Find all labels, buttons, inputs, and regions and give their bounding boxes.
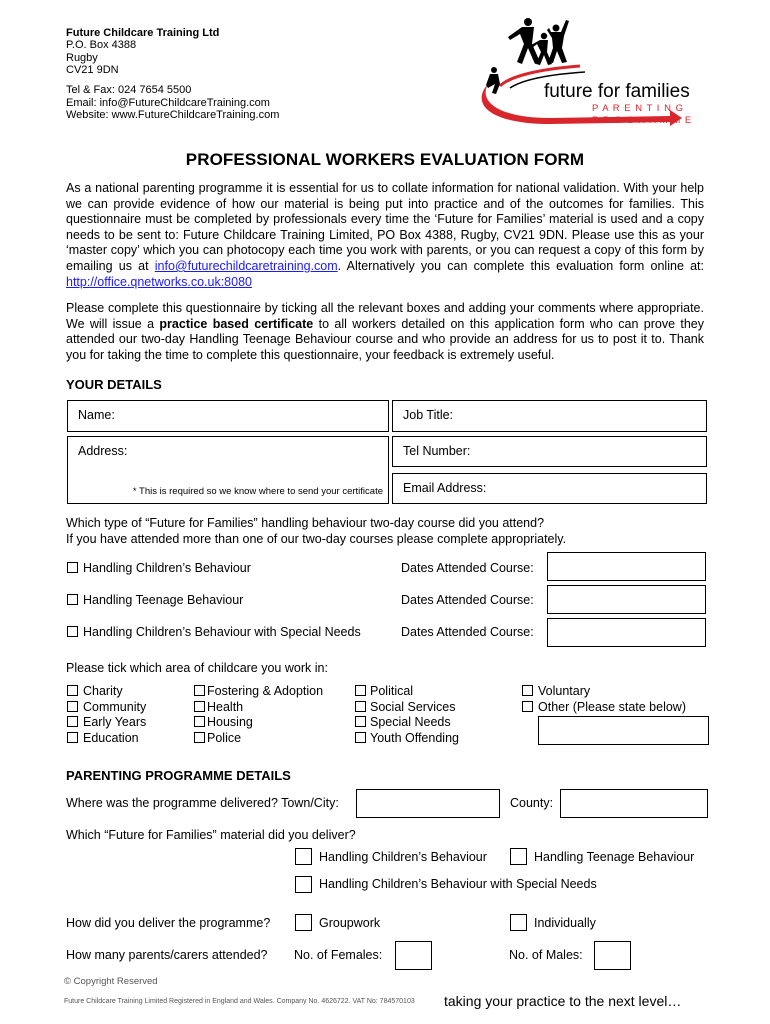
area-column-2 bbox=[194, 684, 323, 746]
material-special-needs-label: Handling Children’s Behaviour with Special Needs bbox=[319, 877, 597, 891]
attended-question: How many parents/carers attended? bbox=[66, 948, 268, 962]
females-label: No. of Females: bbox=[294, 948, 383, 962]
intro-p1-text-b: . Alternatively you can complete this evaluation form online at: bbox=[337, 258, 704, 273]
housing-checkbox[interactable] bbox=[194, 716, 205, 727]
org-address-block bbox=[66, 27, 219, 77]
area-option-education[interactable] bbox=[67, 731, 146, 747]
early-years-checkbox[interactable] bbox=[67, 716, 78, 727]
deliver-question: How did you deliver the programme? bbox=[66, 916, 271, 930]
material-question: Which “Future for Families” material did you deliver? bbox=[66, 828, 356, 842]
material-teenage-label: Handling Teenage Behaviour bbox=[534, 850, 695, 864]
name-label: Name: bbox=[78, 408, 115, 422]
dates-label-3: Dates Attended Course: bbox=[401, 625, 534, 639]
intro-paragraph-2 bbox=[66, 301, 704, 363]
address-note: * This is required so we know where to send your certificate bbox=[132, 486, 383, 497]
footer-tagline: taking your practice to the next level… bbox=[444, 993, 682, 1009]
address-field[interactable] bbox=[67, 436, 389, 504]
course-instruction: If you have attended more than one of our two-day courses please complete appropriately. bbox=[66, 532, 567, 546]
org-tel: Tel & Fax: 024 7654 5500 bbox=[66, 84, 192, 96]
dates-input-2[interactable] bbox=[547, 585, 706, 614]
tel-number-field[interactable] bbox=[392, 436, 707, 467]
males-count-input[interactable] bbox=[594, 941, 631, 970]
course-special-needs-checkbox[interactable] bbox=[67, 626, 78, 637]
males-label: No. of Males: bbox=[509, 948, 583, 962]
fostering-checkbox[interactable] bbox=[194, 685, 205, 696]
special-needs-checkbox[interactable] bbox=[355, 716, 366, 727]
copyright-text: © Copyright Reserved bbox=[64, 976, 158, 987]
community-checkbox[interactable] bbox=[67, 701, 78, 712]
housing-label: Housing bbox=[207, 715, 253, 729]
groupwork-checkbox[interactable] bbox=[295, 914, 312, 931]
material-teenage-checkbox[interactable] bbox=[510, 848, 527, 865]
other-label: Other (Please state below) bbox=[538, 699, 686, 714]
political-label: Political bbox=[370, 684, 414, 698]
email-address-field[interactable] bbox=[392, 473, 707, 504]
course-option-children[interactable] bbox=[67, 561, 251, 575]
health-label: Health bbox=[207, 699, 244, 714]
intro-p2-text-a: Please complete this questionnaire by ticking all the relevant boxes and adding your comments where appropriate. We will issue a bbox=[66, 301, 704, 331]
youth-offending-checkbox[interactable] bbox=[355, 732, 366, 743]
job-title-field[interactable] bbox=[392, 400, 707, 432]
area-option-police[interactable] bbox=[194, 731, 323, 747]
org-contact-block bbox=[66, 84, 279, 122]
job-title-label: Job Title: bbox=[403, 408, 454, 422]
area-option-early-years[interactable] bbox=[67, 715, 146, 731]
area-option-voluntary[interactable] bbox=[522, 684, 686, 700]
material-special-needs-checkbox[interactable] bbox=[295, 876, 312, 893]
page-title: PROFESSIONAL WORKERS EVALUATION FORM bbox=[185, 150, 585, 169]
future-for-families-logo bbox=[470, 14, 720, 134]
town-city-input[interactable] bbox=[356, 789, 500, 818]
area-question: Please tick which area of childcare you work in: bbox=[66, 661, 328, 675]
course-question: Which type of “Future for Families” handling behaviour two-day course did you attend? bbox=[66, 516, 545, 530]
individually-checkbox[interactable] bbox=[510, 914, 527, 931]
dates-input-3[interactable] bbox=[547, 618, 706, 647]
area-option-other[interactable] bbox=[522, 700, 686, 716]
area-option-health[interactable] bbox=[194, 700, 323, 716]
area-option-youth-offending[interactable] bbox=[355, 731, 459, 747]
charity-checkbox[interactable] bbox=[67, 685, 78, 696]
area-option-fostering[interactable] bbox=[194, 684, 323, 700]
area-option-community[interactable] bbox=[67, 700, 146, 716]
females-count-input[interactable] bbox=[395, 941, 432, 970]
other-checkbox[interactable] bbox=[522, 701, 533, 712]
intro-p1-text-a: As a national parenting programme it is essential for us to collate information for national validation. With your help we can provide evidence of how our material is being put into practice and of the outcomes for families. This questionnaire must be completed by professionals every time the ‘Future for Families’ material is used and a copy needs to be sent to: Future Childcare Training Limited, PO Box 4388, Rugby, CV21 9DN. Please use this as your ‘master copy’ which you can photocopy each time you work with parents, or you can request a copy of this form by emailing us at bbox=[66, 181, 704, 273]
political-checkbox[interactable] bbox=[355, 685, 366, 696]
org-town: Rugby bbox=[66, 51, 98, 64]
youth-offending-label: Youth Offending bbox=[370, 730, 459, 745]
org-website: Website: www.FutureChildcareTraining.com bbox=[66, 109, 280, 121]
fostering-label: Fostering & Adoption bbox=[207, 684, 324, 698]
org-postcode: CV21 9DN bbox=[66, 64, 119, 77]
area-option-charity[interactable] bbox=[67, 684, 146, 700]
county-label: County: bbox=[510, 796, 554, 810]
your-details-heading: YOUR DETAILS bbox=[66, 377, 162, 392]
dates-input-1[interactable] bbox=[547, 552, 706, 581]
programme-details-heading: PARENTING PROGRAMME DETAILS bbox=[66, 768, 291, 783]
individually-label: Individually bbox=[534, 916, 596, 930]
area-option-political[interactable] bbox=[355, 684, 459, 700]
voluntary-label: Voluntary bbox=[538, 684, 591, 698]
social-services-checkbox[interactable] bbox=[355, 701, 366, 712]
course-option-special-needs[interactable] bbox=[67, 625, 361, 639]
area-column-3 bbox=[355, 684, 459, 746]
early-years-label: Early Years bbox=[83, 715, 147, 729]
groupwork-label: Groupwork bbox=[319, 916, 381, 930]
dates-label-2: Dates Attended Course: bbox=[401, 593, 534, 607]
area-option-social-services[interactable] bbox=[355, 700, 459, 716]
other-area-input[interactable] bbox=[538, 716, 709, 745]
area-option-housing[interactable] bbox=[194, 715, 323, 731]
county-input[interactable] bbox=[560, 789, 708, 818]
tel-number-label: Tel Number: bbox=[403, 444, 471, 458]
course-teenage-label: Handling Teenage Behaviour bbox=[83, 593, 244, 607]
material-children-label: Handling Children’s Behaviour bbox=[319, 850, 487, 864]
address-label: Address: bbox=[78, 444, 128, 458]
area-column-4 bbox=[522, 684, 686, 715]
area-option-special-needs[interactable] bbox=[355, 715, 459, 731]
town-city-label: Where was the programme delivered? Town/City: bbox=[66, 796, 339, 810]
certificate-emphasis: practice based certificate bbox=[159, 316, 314, 331]
org-name: Future Childcare Training Ltd bbox=[66, 27, 220, 39]
course-children-checkbox[interactable] bbox=[67, 562, 78, 573]
intro-p2-text-b: to all workers detailed on this application form who can prove they attended our two-day Handling Teenage Behaviour course and who provide an address for us to post it to. Thank you for taking the time to complete this questionnaire, your feedback is extremely useful. bbox=[66, 316, 704, 362]
education-label: Education bbox=[83, 730, 139, 745]
social-services-label: Social Services bbox=[370, 699, 456, 714]
community-label: Community bbox=[83, 699, 147, 714]
logo-sub-text-2: P R O G R A M M E bbox=[592, 115, 693, 126]
health-checkbox[interactable] bbox=[194, 701, 205, 712]
police-checkbox[interactable] bbox=[194, 732, 205, 743]
course-teenage-checkbox[interactable] bbox=[67, 594, 78, 605]
online-form-link[interactable]: http://office.qnetworks.co.uk:8080 bbox=[66, 274, 252, 289]
org-email: Email: info@FutureChildcareTraining.com bbox=[66, 96, 270, 109]
name-field[interactable] bbox=[67, 400, 389, 432]
logo-sub-text-1: P A R E N T I N G bbox=[592, 103, 684, 114]
org-po-box: P.O. Box 4388 bbox=[66, 39, 137, 52]
education-checkbox[interactable] bbox=[67, 732, 78, 743]
course-children-label: Handling Children’s Behaviour bbox=[83, 561, 251, 575]
course-special-needs-label: Handling Children’s Behaviour with Special Needs bbox=[83, 625, 361, 639]
intro-paragraph-1 bbox=[66, 181, 704, 290]
course-option-teenage[interactable] bbox=[67, 593, 243, 607]
voluntary-checkbox[interactable] bbox=[522, 685, 533, 696]
contact-email-link[interactable]: info@futurechildcaretraining.com bbox=[154, 258, 338, 273]
logo-main-text: future for families bbox=[544, 81, 690, 102]
dates-label-1: Dates Attended Course: bbox=[401, 561, 534, 575]
area-column-1 bbox=[67, 684, 146, 746]
special-needs-label: Special Needs bbox=[370, 715, 451, 729]
email-address-label: Email Address: bbox=[403, 481, 487, 495]
charity-label: Charity bbox=[83, 684, 123, 698]
registration-text: Future Childcare Training Limited Registered in England and Wales. Company No. 4626722. VAT No: 784570103 bbox=[64, 998, 415, 1005]
material-children-checkbox[interactable] bbox=[295, 848, 312, 865]
police-label: Police bbox=[207, 730, 242, 745]
